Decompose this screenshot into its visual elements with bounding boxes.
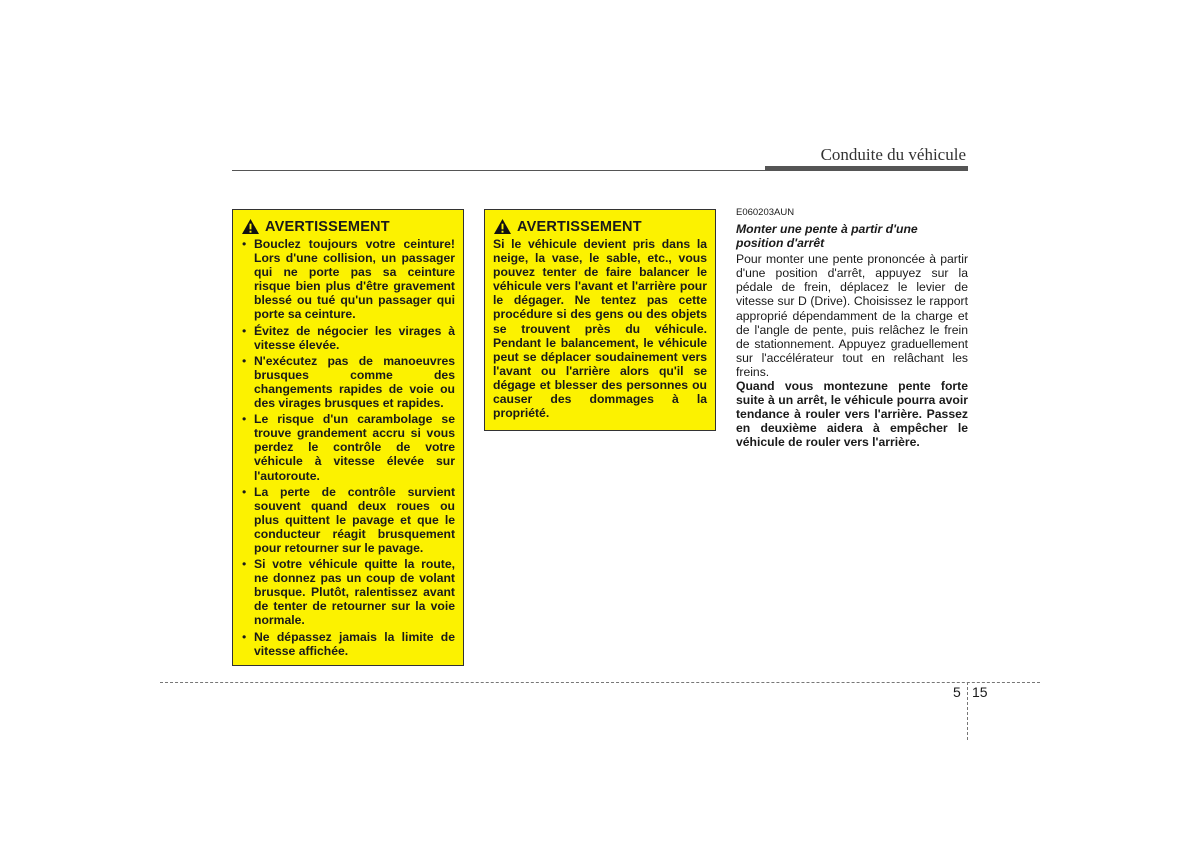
warning-header: [241, 218, 455, 235]
section-heading: Monter une pente à partir d'une position d'arrêt: [736, 222, 918, 251]
warning-list: [241, 237, 455, 658]
section-number: 5: [953, 684, 961, 700]
list-item: • Le risque d'un carambolage se trouve grandement accru si vous perdez le contrôle de votre véhicule à vitesse élevée sur l'autoroute.: [241, 412, 455, 482]
section-hill-start: [736, 207, 968, 450]
list-item: • Évitez de négocier les virages à vitesse élevée.: [241, 324, 455, 352]
list-item: • Bouclez toujours votre ceinture! Lors d'une collision, un passager qui ne porte pas sa ceinture risque bien plus d'être gravement blessé ou tué qu'un passager qui porte sa ceinture.: [241, 237, 455, 322]
page-number: 15: [972, 684, 988, 700]
warning-triangle-icon: [241, 218, 260, 235]
footer-rule: [160, 682, 1040, 683]
warning-text: Si le véhicule devient pris dans la neige, la vase, le sable, etc., vous pouvez tenter de faire balancer le véhicule vers l'avant et l'arrière pour le dégager. Ne tentez pas cette procédure si des gens ou des objets se trouvent près du véhicule. Pendant le balancement, le véhicule peut se déplacer soudainement vers l'avant ou l'arrière alors qu'il se dégage et blesser des personnes ou causer des dommages à la propriété.: [493, 237, 707, 421]
section-paragraph: Pour monter une pente prononcée à partir d'une position d'arrêt, appuyez sur la pédale de frein, déplacez le levier de vitesse sur D (Drive). Choisissez le rapport approprié dépendamment de la charge et de l'angle de pente, puis relâchez le frein de stationnement. Appuyez graduellement sur l'accélérateur tout en relâchant les freins.: [736, 252, 968, 379]
warning-header: [493, 218, 707, 235]
warning-box-rocking: [484, 209, 716, 431]
section-code: E060203AUN: [736, 207, 795, 218]
warning-triangle-icon: [493, 218, 512, 235]
list-item: • N'exécutez pas de manoeuvres brusques comme des changements rapides de voie ou des virages brusques et rapides.: [241, 354, 455, 410]
warning-title: AVERTISSEMENT: [517, 218, 642, 235]
footer-divider: [967, 682, 968, 740]
list-item: • La perte de contrôle survient souvent quand deux roues ou plus quittent le pavage et que le conducteur réagit brusquement pour retourner sur le pavage.: [241, 485, 455, 555]
section-bold-paragraph: Quand vous montezune pente forte suite à un arrêt, le véhicule pourra avoir tendance à rouler vers l'arrière. Passez en deuxième aidera à empêcher le véhicule de rouler vers l'arrière.: [736, 379, 968, 450]
list-item: • Si votre véhicule quitte la route, ne donnez pas un coup de volant brusque. Plutôt, ralentissez avant de tenter de retourner sur la voie normale.: [241, 557, 455, 627]
warning-title: AVERTISSEMENT: [265, 218, 390, 235]
list-item: • Ne dépassez jamais la limite de vitesse affichée.: [241, 630, 455, 658]
page-header-title: Conduite du véhicule: [820, 145, 966, 164]
warning-box-seatbelt: [232, 209, 464, 666]
header-accent-bar: [765, 166, 968, 171]
